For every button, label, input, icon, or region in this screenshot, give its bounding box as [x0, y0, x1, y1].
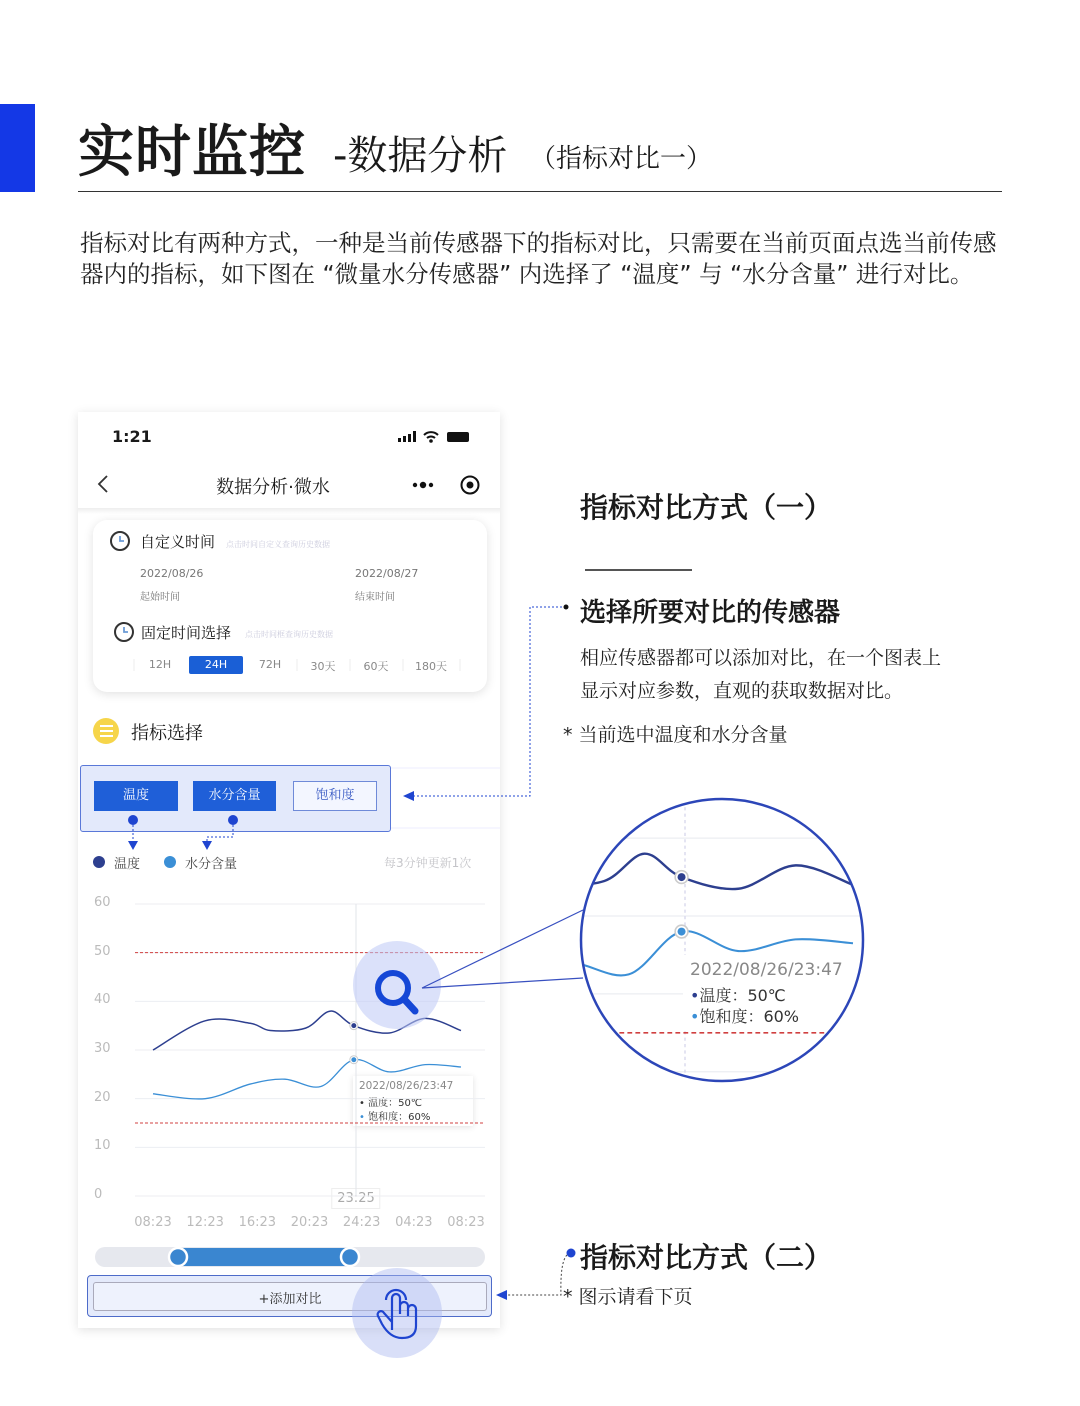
zoom-tooltip-temp-text: 温度：50℃ — [699, 986, 786, 1005]
nav-title: 数据分析·微水 — [216, 477, 330, 498]
page-title: 实时监控 — [78, 120, 306, 185]
step-desc-1: 相应传感器都可以添加对比，在一个图表上 — [580, 647, 942, 669]
x-tick-label: 16:23 — [238, 1215, 277, 1230]
back-icon — [99, 476, 107, 492]
end-label: 结束时间 — [355, 592, 395, 603]
range-72h[interactable]: 72H — [258, 658, 282, 671]
data-point — [678, 928, 686, 936]
arrow-left-icon — [403, 791, 414, 801]
range-30d[interactable]: 30天 — [310, 660, 336, 673]
status-time: 1:21 — [112, 427, 152, 446]
series-line-moisture — [153, 1059, 461, 1099]
connector-dot — [128, 815, 138, 825]
arrow-down-icon — [128, 841, 212, 850]
method-two-note-text: 图示请看下页 — [578, 1286, 693, 1308]
y-tick-label: 30 — [94, 1041, 111, 1056]
tooltip-sat: • 饱和度：60% — [359, 1112, 431, 1123]
metric-saturation-button[interactable]: 饱和度 — [293, 781, 377, 811]
zoom-tooltip-temp: •温度：50℃ — [690, 986, 786, 1005]
connector-line — [506, 1255, 567, 1295]
more-icon — [420, 482, 426, 488]
x-tick-label: 20:23 — [290, 1215, 329, 1230]
start-label: 起始时间 — [140, 592, 180, 603]
signal-bar-icon — [408, 434, 411, 442]
method-two-title: 指标对比方式（二） — [580, 1241, 833, 1274]
metric-temperature-button[interactable]: 温度 — [94, 781, 178, 811]
range-60d[interactable]: 60天 — [363, 660, 389, 673]
metric-moisture-button[interactable]: 水分含量 — [193, 781, 276, 811]
legend-temperature: 温度 — [114, 857, 141, 872]
signal-bar-icon — [413, 431, 416, 442]
page-note: （指标对比一） — [530, 144, 713, 174]
more-icon — [413, 483, 417, 487]
wifi-icon — [424, 432, 438, 438]
connector-dot — [228, 815, 238, 825]
range-slider-handle — [169, 1248, 187, 1266]
intro-paragraph: 指标对比有两种方式，一种是当前传感器下的指标对比，只需要在当前页面点选当前传感器内的指标，如下图在 “微量水分传感器” 内选择了 “温度” 与 “水分含量” 进行对比。 — [80, 229, 997, 288]
crosshair-label: 23:25 — [331, 1188, 380, 1209]
range-180d[interactable]: 180天 — [415, 660, 447, 673]
end-date[interactable]: 2022/08/27 — [355, 567, 419, 580]
range-slider-fill — [178, 1248, 350, 1266]
step-note: * 当前选中温度和水分含量 — [563, 724, 788, 746]
x-tick-label: 04:23 — [395, 1215, 433, 1230]
step-title: 选择所要对比的传感器 — [580, 598, 841, 628]
y-tick-label: 20 — [94, 1089, 111, 1105]
range-slider-handle — [341, 1248, 359, 1266]
touch-highlight — [352, 1268, 442, 1358]
method-one-title: 指标对比方式（一） — [580, 491, 833, 524]
range-24h[interactable]: 24H — [189, 656, 243, 674]
signal-bar-icon — [398, 438, 401, 442]
custom-time-label: 自定义时间 — [140, 533, 216, 551]
arrow-left-icon — [496, 1290, 507, 1300]
tooltip-time: 2022/08/26/23:47 — [359, 1080, 454, 1092]
legend-moisture: 水分含量 — [185, 857, 238, 872]
update-note: 每3分钟更新1次 — [384, 856, 472, 870]
x-tick-label: 08:23 — [447, 1215, 485, 1230]
data-point — [351, 1057, 356, 1062]
data-point — [351, 1023, 356, 1028]
y-tick-label: 50 — [94, 943, 111, 959]
zoom-tooltip-sat-text: 饱和度：60% — [699, 1007, 800, 1026]
target-icon-dot — [467, 482, 474, 489]
tooltip-sat-text: 饱和度：60% — [368, 1112, 431, 1123]
clock-hands-icon — [124, 627, 128, 632]
zoom-tooltip-sat: •饱和度：60% — [690, 1007, 800, 1026]
x-tick-label: 12:23 — [186, 1215, 224, 1230]
bullet-dot — [564, 605, 569, 610]
step-note-text: 当前选中温度和水分含量 — [578, 724, 788, 746]
y-tick-label: 60 — [94, 895, 111, 910]
range-12h[interactable]: 12H — [148, 658, 172, 671]
tooltip-temp: • 温度：50℃ — [359, 1098, 423, 1109]
zoom-callout-line — [422, 910, 583, 988]
metric-section-title: 指标选择 — [131, 723, 203, 744]
fixed-time-hint: 点击时间框查询历史数据 — [245, 630, 333, 639]
fixed-time-label: 固定时间选择 — [141, 624, 232, 642]
signal-bar-icon — [403, 436, 406, 442]
connector-line — [133, 825, 233, 842]
page-subtitle: -数据分析 — [333, 133, 508, 179]
data-point — [678, 873, 686, 881]
x-tick-label: 08:23 — [134, 1215, 172, 1230]
wifi-dot-icon — [429, 439, 433, 443]
legend-dot-moisture — [164, 856, 176, 868]
y-tick-label: 40 — [94, 992, 111, 1008]
more-icon — [429, 483, 433, 487]
short-divider — [585, 569, 692, 571]
bullet-dot — [567, 1249, 576, 1258]
legend-dot-temperature — [93, 856, 105, 868]
step-desc-2: 显示对应参数，直观的获取数据对比。 — [580, 680, 904, 702]
method-two-note: * 图示请看下页 — [563, 1286, 693, 1308]
zoom-tooltip-time: 2022/08/26/23:47 — [690, 960, 843, 980]
clock-hands-icon — [120, 536, 124, 541]
battery-icon — [447, 432, 469, 442]
y-tick-label: 0 — [94, 1187, 103, 1202]
add-compare-label: +添加对比 — [258, 1292, 322, 1307]
y-tick-label: 10 — [94, 1138, 111, 1154]
x-tick-label: 24:23 — [342, 1215, 381, 1230]
start-date[interactable]: 2022/08/26 — [140, 567, 204, 580]
tooltip-temp-text: 温度：50℃ — [368, 1098, 423, 1109]
custom-time-hint: 点击时间自定义查询历史数据 — [226, 540, 330, 549]
